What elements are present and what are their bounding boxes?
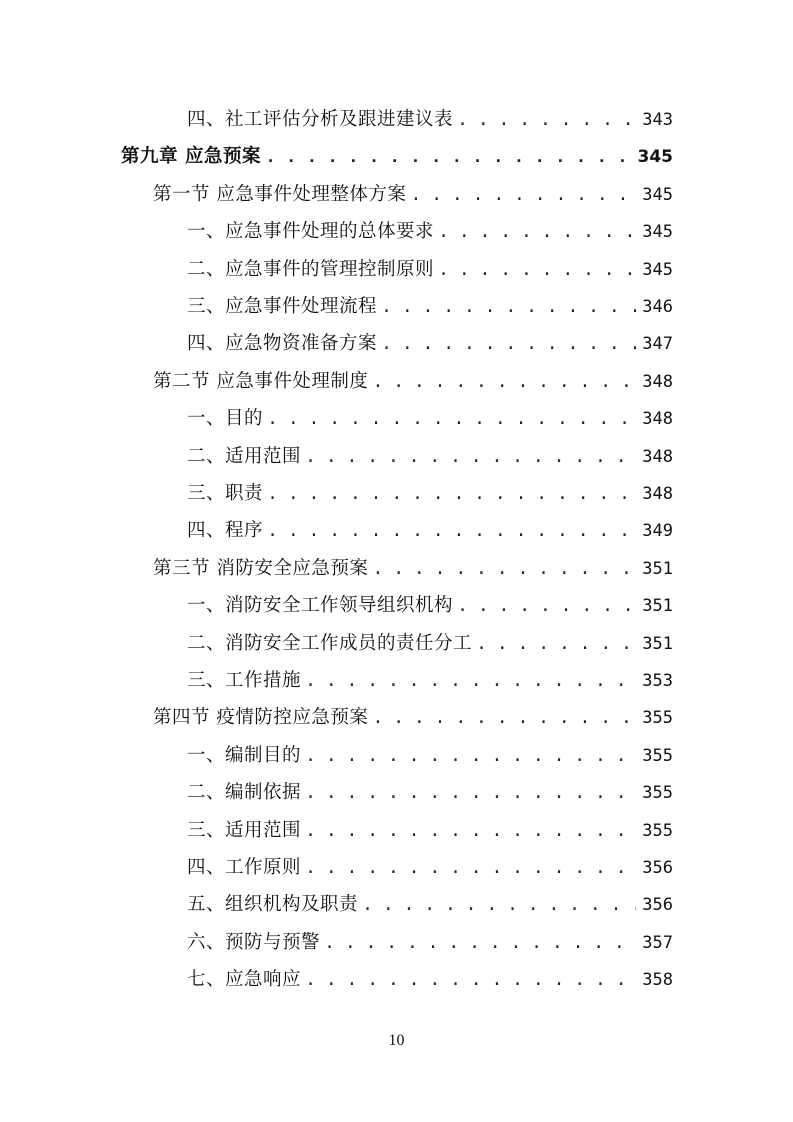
toc-item-entry[interactable] <box>187 669 673 693</box>
dot-leader <box>305 969 636 993</box>
toc-entry-page: 355 <box>642 783 673 804</box>
toc-entry-page: 356 <box>642 895 673 916</box>
toc-item-entry[interactable] <box>187 594 673 618</box>
dot-leader <box>305 857 636 881</box>
toc-entry-title: 四、社工评估分析及跟进建议表 <box>187 109 454 130</box>
dot-leader <box>324 932 636 956</box>
page-number: 10 <box>388 1032 405 1049</box>
toc-entry-title: 四、工作原则 <box>187 857 302 878</box>
dot-leader <box>381 296 636 320</box>
toc-item-entry[interactable] <box>187 781 673 805</box>
toc-section-entry[interactable] <box>153 706 673 730</box>
toc-entry-title: 四、应急物资准备方案 <box>187 333 378 355</box>
toc-entry-page: 351 <box>642 558 673 579</box>
toc-item-entry[interactable] <box>187 108 673 132</box>
dot-leader <box>267 483 636 507</box>
toc-entry-title: 一、消防安全工作领导组织机构 <box>187 595 454 617</box>
toc-entry-title: 三、工作措施 <box>187 670 302 691</box>
toc-entry-title: 二、应急事件的管理控制原则 <box>187 258 435 280</box>
toc-item-entry[interactable] <box>187 445 673 469</box>
toc-entry-page: 346 <box>642 297 673 317</box>
dot-leader <box>267 520 636 544</box>
dot-leader <box>265 146 632 170</box>
toc-item-entry[interactable] <box>187 295 673 319</box>
toc-entry-title: 第一节 应急事件处理整体方案 <box>153 183 407 205</box>
toc-item-entry[interactable] <box>187 258 673 282</box>
dot-leader <box>305 745 636 769</box>
toc-entry-title: 六、预防与预警 <box>187 931 321 953</box>
toc-item-entry[interactable] <box>187 332 673 356</box>
toc-entry-page: 349 <box>642 521 673 542</box>
dot-leader <box>372 707 636 731</box>
toc-entry-title: 三、适用范围 <box>187 819 302 841</box>
toc-entry-title: 三、职责 <box>187 483 264 504</box>
toc-entry-page: 355 <box>642 708 673 729</box>
toc-entry-page: 348 <box>642 409 673 430</box>
toc-section-entry[interactable] <box>153 370 673 394</box>
toc-entry-title: 第九章 应急预案 <box>121 146 261 168</box>
toc-entry-page: 345 <box>642 184 673 205</box>
dot-leader <box>438 259 636 283</box>
dot-leader <box>457 109 636 133</box>
toc-item-entry[interactable] <box>187 519 673 543</box>
toc-entry-title: 一、目的 <box>187 408 264 430</box>
dot-leader <box>305 782 636 806</box>
toc-item-entry[interactable] <box>187 220 673 244</box>
toc-item-entry[interactable] <box>187 407 673 431</box>
toc-entry-page: 351 <box>642 596 673 617</box>
dot-leader <box>305 446 636 470</box>
toc-section-entry[interactable] <box>153 183 673 207</box>
toc-entry-title: 七、应急响应 <box>187 969 302 991</box>
dot-leader <box>372 558 636 582</box>
dot-leader <box>305 820 636 844</box>
toc-chapter-entry[interactable] <box>121 145 673 169</box>
dot-leader <box>457 595 636 619</box>
toc-entry-page: 348 <box>642 371 673 392</box>
dot-leader <box>372 371 636 395</box>
toc-entry-page: 355 <box>642 745 673 766</box>
toc-entry-page: 345 <box>637 147 673 168</box>
toc-item-entry[interactable] <box>187 819 673 843</box>
dot-leader <box>381 333 636 357</box>
toc-item-entry[interactable] <box>187 968 673 992</box>
toc-entry-title: 第四节 疫情防控应急预案 <box>153 707 369 729</box>
toc-entry-title: 第三节 消防安全应急预案 <box>153 557 369 579</box>
toc-entry-page: 355 <box>642 820 673 841</box>
toc-entry-page: 343 <box>642 110 673 130</box>
dot-leader <box>410 184 636 208</box>
toc-entry-title: 一、应急事件处理的总体要求 <box>187 221 435 243</box>
toc-entry-page: 345 <box>642 222 673 243</box>
dot-leader <box>362 894 636 918</box>
toc-entry-title: 二、编制依据 <box>187 782 302 804</box>
toc-item-entry[interactable] <box>187 632 673 656</box>
dot-leader <box>476 633 636 657</box>
dot-leader <box>305 670 636 694</box>
dot-leader <box>267 408 636 432</box>
toc-entry-page: 347 <box>642 334 673 355</box>
toc-entry-title: 第二节 应急事件处理制度 <box>153 370 369 392</box>
dot-leader <box>438 221 636 245</box>
toc-item-entry[interactable] <box>187 893 673 917</box>
toc-entry-title: 三、应急事件处理流程 <box>187 296 378 317</box>
toc-entry-page: 358 <box>642 970 673 991</box>
toc-item-entry[interactable] <box>187 744 673 768</box>
toc-entry-page: 356 <box>642 858 673 878</box>
toc-entry-page: 353 <box>642 671 673 691</box>
toc-entry-title: 四、程序 <box>187 520 264 542</box>
toc-entry-page: 348 <box>642 446 673 467</box>
toc-entry-title: 一、编制目的 <box>187 744 302 766</box>
toc-item-entry[interactable] <box>187 931 673 955</box>
toc-entry-title: 五、组织机构及职责 <box>187 894 359 916</box>
toc-entry-page: 345 <box>642 259 673 280</box>
toc-entry-title: 二、消防安全工作成员的责任分工 <box>187 632 473 654</box>
toc-item-entry[interactable] <box>187 856 673 880</box>
toc-entry-page: 351 <box>642 633 673 654</box>
toc-entry-page: 348 <box>642 484 673 504</box>
toc-item-entry[interactable] <box>187 482 673 506</box>
toc-section-entry[interactable] <box>153 557 673 581</box>
toc-entry-page: 357 <box>642 932 673 953</box>
toc-entry-title: 二、适用范围 <box>187 445 302 467</box>
